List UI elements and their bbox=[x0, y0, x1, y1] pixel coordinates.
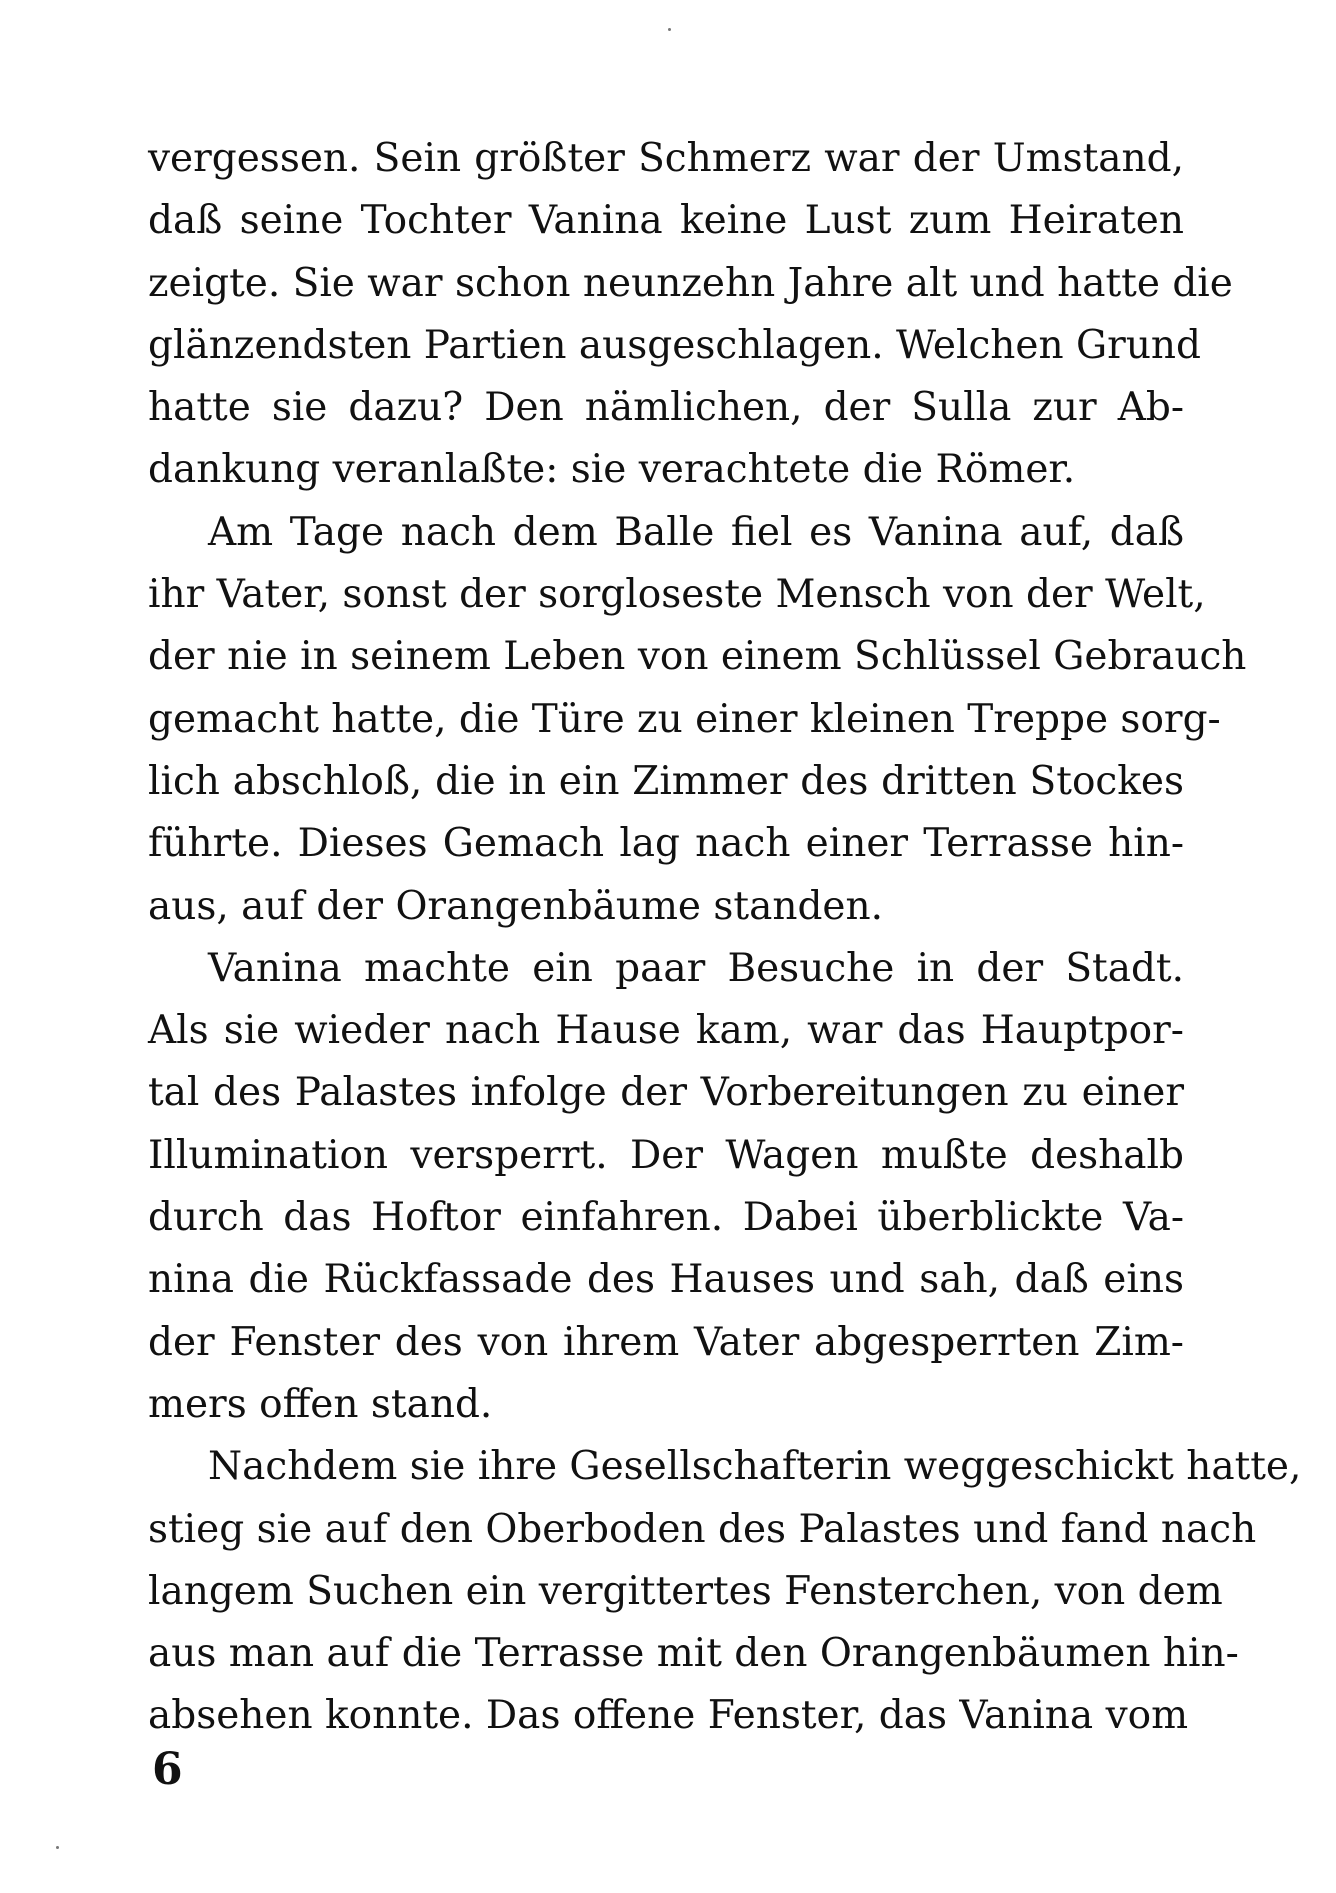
body-text bbox=[148, 128, 1302, 1748]
text-line: aus man auf die Terrasse mit den Orangenbäumen hin- bbox=[148, 1631, 1239, 1677]
text-line: hatte sie dazu? Den nämlichen, der Sulla zur Ab- bbox=[148, 385, 1184, 431]
text-line: absehen konnte. Das offene Fenster, das Vanina vom bbox=[148, 1693, 1189, 1739]
text-line: Vanina machte ein paar Besuche in der Stadt. bbox=[208, 945, 1184, 991]
text-line: der Fenster des von ihrem Vater abgesperrten Zim- bbox=[148, 1319, 1184, 1365]
text-line: dankung veranlaßte: sie verachtete die Römer. bbox=[148, 447, 1076, 493]
text-line: gemacht hatte, die Türe zu einer kleinen Treppe sorg- bbox=[148, 696, 1221, 742]
paper-speck bbox=[668, 28, 671, 31]
text-line: aus, auf der Orangenbäume standen. bbox=[148, 883, 884, 929]
text-line: nina die Rückfassade des Hauses und sah, daß eins bbox=[148, 1257, 1184, 1303]
text-line: tal des Palastes infolge der Vorbereitungen zu einer bbox=[148, 1070, 1184, 1116]
text-line: Als sie wieder nach Hause kam, war das Hauptpor- bbox=[148, 1008, 1184, 1054]
text-line: durch das Hoftor einfahren. Dabei überblickte Va- bbox=[148, 1195, 1184, 1241]
text-line: mers offen stand. bbox=[148, 1381, 493, 1427]
text-line: lich abschloß, die in ein Zimmer des dritten Stockes bbox=[148, 758, 1184, 804]
page-number: 6 bbox=[152, 1744, 183, 1795]
paragraph-4 bbox=[148, 1436, 1302, 1747]
text-line: vergessen. Sein größter Schmerz war der Umstand, bbox=[148, 136, 1184, 181]
text-line: führte. Dieses Gemach lag nach einer Terrasse hin- bbox=[148, 821, 1184, 867]
paper-speck bbox=[56, 1846, 59, 1849]
paragraph-1 bbox=[148, 128, 1233, 502]
text-line: daß seine Tochter Vanina keine Lust zum Heiraten bbox=[148, 198, 1184, 244]
text-line: zeigte. Sie war schon neunzehn Jahre alt und hatte die bbox=[148, 260, 1233, 306]
text-line: glänzendsten Partien ausgeschlagen. Welchen Grund bbox=[148, 322, 1202, 368]
paragraph-3 bbox=[148, 938, 1184, 1436]
text-line: Illumination versperrt. Der Wagen mußte deshalb bbox=[148, 1132, 1184, 1178]
text-line: der nie in seinem Leben von einem Schlüssel Gebrauch bbox=[148, 634, 1247, 680]
text-line: Nachdem sie ihre Gesellschafterin weggeschickt hatte, bbox=[208, 1444, 1302, 1490]
text-line: ihr Vater, sonst der sorgloseste Mensch von der Welt, bbox=[148, 572, 1206, 618]
text-line: stieg sie auf den Oberboden des Palastes und fand nach bbox=[148, 1506, 1257, 1552]
text-line: Am Tage nach dem Balle fiel es Vanina auf, daß bbox=[208, 509, 1184, 555]
text-line: langem Suchen ein vergittertes Fensterchen, von dem bbox=[148, 1568, 1223, 1614]
paragraph-2 bbox=[148, 502, 1247, 938]
